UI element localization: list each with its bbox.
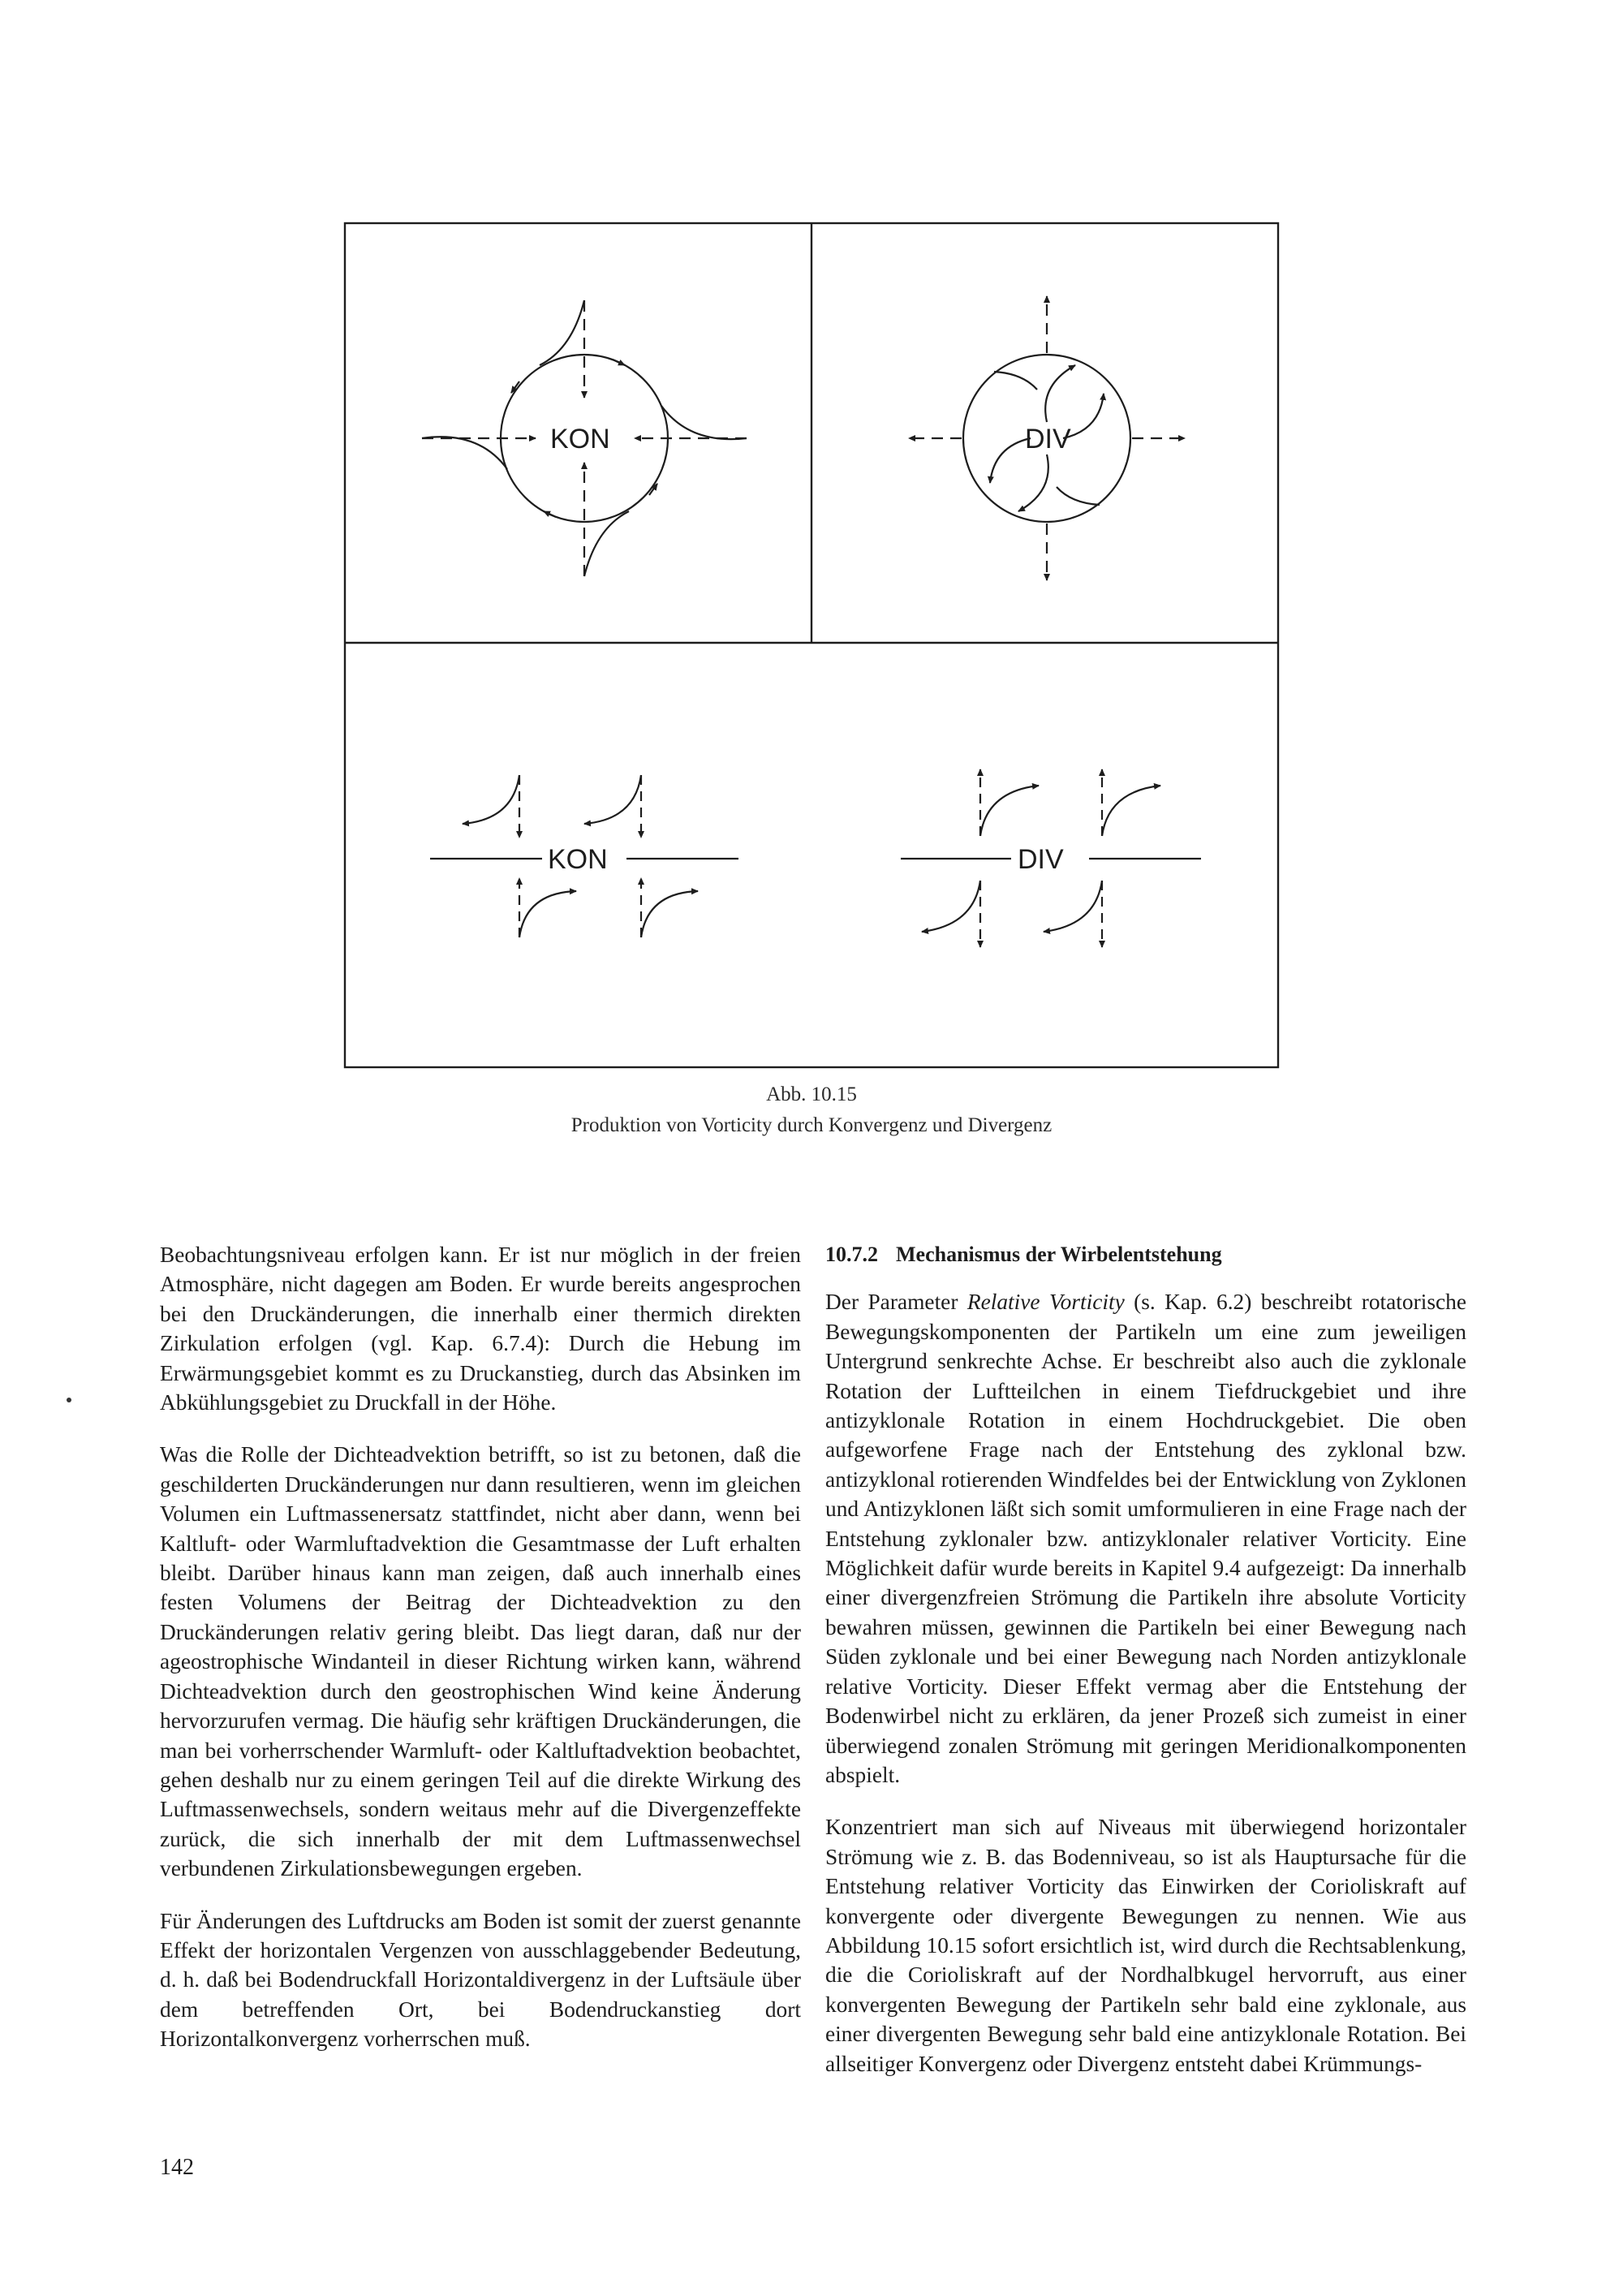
- left-paragraph-1: Beobachtungsniveau erfolgen kann. Er ist nur möglich in der freien Atmosphäre, nicht dagegen am Boden. Er wurde bereits angesprochen bei den Druckänderungen, die innerhalb einer thermich direkten Zirkulation erfolgen (vgl. Kap. 6.7.4): Durch die Hebung im Erwärmungsgebiet kommt es zu Druckanstieg, durch das Absinken im Abkühlungsgebiet zu Druckfall in der Höhe.: [160, 1243, 801, 1415]
- quadrant-label-div-1: DIV: [1025, 424, 1071, 454]
- section-heading: [825, 1240, 1466, 1269]
- left-paragraph-2: Was die Rolle der Dichteadvektion betrifft, so ist zu betonen, daß die geschilderten Druckänderungen nur dann resultieren, wenn im gleichen Volumen ein Luftmassenersatz stattfindet, nicht aber dann, wenn bei Kaltluft- oder Warmluftadvektion die Gesamtmasse der Luft erhalten bleibt. Darüber hinaus kann man zeigen, daß auch innerhalb eines festen Volumens der Beitrag der Dichteadvektion zu den Druckänderungen relativ gering bleibt. Das liegt daran, daß nur der ageostrophische Windanteil in dieser Richtung wirken kann, während Dichteadvektion durch den geostrophischen Wind keine Änderung hervorzurufen vermag. Die häufig sehr kräftigen Druckänderungen, die man bei vorherrschender Warmluft- oder Kaltluftadvektion beobachtet, gehen deshalb nur zu einem geringen Teil auf die direkte Wirkung des Luftmassenwechsels, sondern weitaus mehr auf die Divergenzeffekte zurück, die sich innerhalb der mit dem Luftmassenwechsel verbundenen Zirkulationsbewegungen ergeben.: [160, 1442, 801, 1881]
- right-paragraph-2: Konzentriert man sich auf Niveaus mit überwiegend horizontaler Strömung wie z. B. das Bodenniveau, so ist als Hauptursache für die Entstehung relativer Vorticity das Einwirken der Corioliskraft auf konvergente oder divergente Bewegungen zu nennen. Wie aus Abbildung 10.15 sofort ersichtlich ist, wird durch die Rechtsablenkung, die die Corioliskraft auf der Nordhalbkugel hervorruft, aus einer konvergenten Bewegung der Partikeln sehr bald eine zyklonale, aus einer divergenten Bewegung sehr bald eine antizyklonale Rotation. Bei allseitiger Konvergenz oder Divergenz entsteht dabei Krümmungs-: [825, 1815, 1466, 2076]
- quadrant-label-div-2: DIV: [1018, 844, 1064, 875]
- right-paragraph-1-rest: (s. Kap. 6.2) beschreibt rotatorische Bewegungskomponenten der Partikeln um eine zum jeweiligen Untergrund senkrechte Achse. Er beschreibt also auch die zyklonale Rotation der Luftteilchen in einem Tiefdruckgebiet und ihre antizyklonale Rotation in einem Hochdruckgebiet. Die oben aufgeworfene Frage nach der Entstehung des zyklonal bzw. antizyklonal rotierenden Windfeldes bei der Entwicklung von Zyklonen und Antizyklonen läßt sich somit umformulieren in eine Frage nach der Entstehung zyklonaler bzw. antizyklonaler relativer Vorticity. Eine Möglichkeit dafür wurde bereits in Kapitel 9.4 aufgezeigt: Da innerhalb einer divergenzfreien Strömung die Partikeln ihre absolute Vorticity bewahren müssen, gewinnen die Partikeln bei einer Bewegung nach Süden zyklonale und bei einer Bewegung nach Norden antizyklonale relative Vorticity. Dieser Effekt vermag aber die Entstehung der Bodenwirbel nicht zu erklären, da jener Prozeß sich zumeist in einer überwiegend zonalen Strömung mit geringen Meridionalkomponenten abspielt.: [825, 1290, 1466, 1787]
- quadrant-label-kon-2: KON: [548, 844, 608, 875]
- right-column: [825, 1240, 1466, 2101]
- right-paragraph-1-start: Der Parameter: [825, 1290, 967, 1315]
- left-paragraph-3: Für Änderungen des Luftdrucks am Boden ist somit der zuerst genannte Effekt der horizontalen Vergenzen von ausschlaggebender Bedeutung, d. h. daß bei Bodendruckfall Horizontaldivergenz in der Luftsäule über dem betreffenden Ort, bei Bodendruckanstieg dort Horizontalkonvergenz vorherrschen muß.: [160, 1908, 801, 2052]
- section-title: Mechanismus der Wirbelentstehung: [896, 1243, 1222, 1266]
- figure-caption: [0, 1079, 1623, 1141]
- right-paragraph-1: [825, 1287, 1466, 1790]
- section-number: 10.7.2: [825, 1243, 878, 1266]
- left-column: [160, 1240, 801, 2077]
- figure-caption-text: Produktion von Vorticity durch Konvergenz und Divergenz: [570, 1114, 1053, 1136]
- figure-caption-number: Abb. 10.15: [766, 1083, 857, 1105]
- quadrant-divergenz-oben: [909, 296, 1185, 580]
- quadrant-label-kon-1: KON: [550, 424, 610, 454]
- relative-vorticity-term: Relative Vorticity: [966, 1290, 1125, 1315]
- quadrant-konvergenz-oben: [422, 300, 747, 576]
- quadrant-divergenz-unten: [901, 769, 1201, 947]
- page-number: 142: [160, 2155, 194, 2180]
- quadrant-konvergenz-unten: [430, 775, 738, 937]
- figure-vorticity: [341, 219, 1282, 1071]
- margin-mark: [67, 1398, 71, 1402]
